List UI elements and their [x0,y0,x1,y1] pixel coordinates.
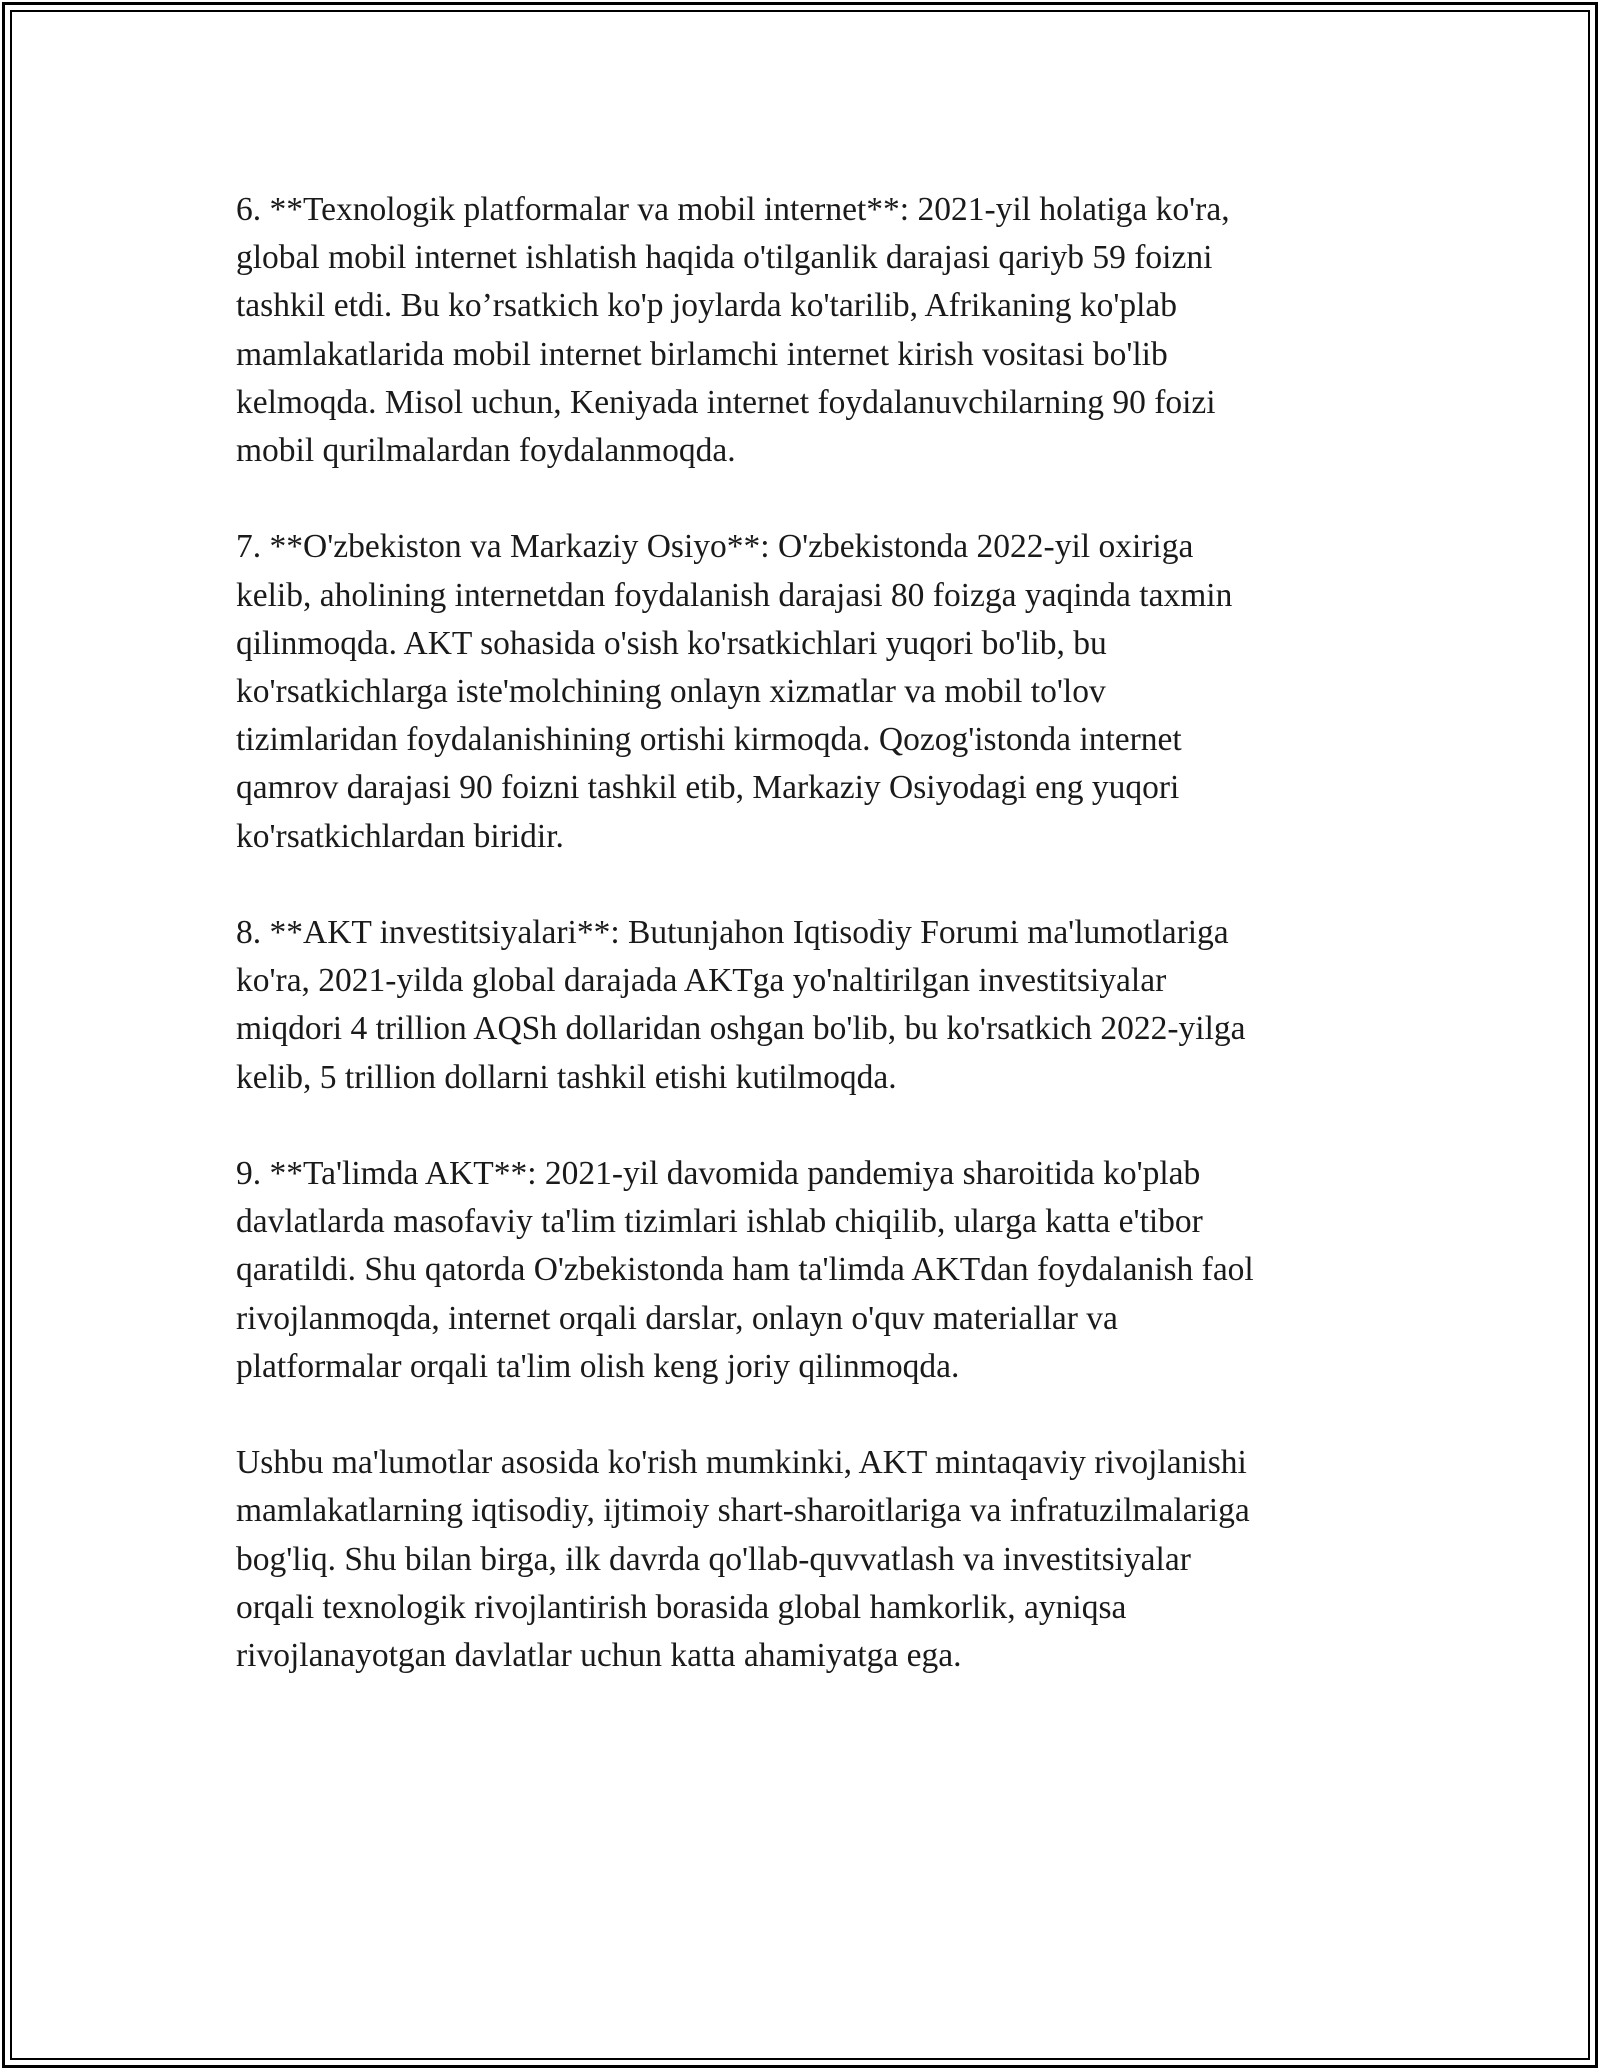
text-line: 7. **O'zbekiston va Markaziy Osiyo**: O'zbekistonda 2022-yil oxiriga [236,528,1194,566]
text-line: ko'rsatkichlarga iste'molchining onlayn xizmatlar va mobil to'lov [236,673,1106,711]
text-line: tizimlaridan foydalanishining ortishi kirmoqda. Qozog'istonda internet [236,721,1182,759]
paragraph-technology-platforms [236,186,1366,475]
text-line: ko'ra, 2021-yilda global darajada AKTga yo'naltirilgan investitsiyalar [236,962,1167,1000]
document-body [236,186,1366,1680]
text-line: mamlakatlarning iqtisodiy, ijtimoiy shart-sharoitlariga va infratuzilmalariga [236,1492,1250,1530]
text-line: rivojlanayotgan davlatlar uchun katta ahamiyatga ega. [236,1637,962,1675]
text-line: rivojlanmoqda, internet orqali darslar, onlayn o'quv materiallar va [236,1299,1118,1337]
text-line: 6. **Texnologik platformalar va mobil internet**: 2021-yil holatiga ko'ra, [236,191,1230,228]
text-line: 9. **Ta'limda AKT**: 2021-yil davomida pandemiya sharoitida ko'plab [236,1155,1201,1193]
text-line: davlatlarda masofaviy ta'lim tizimlari ishlab chiqilib, ularga katta e'tibor [236,1203,1203,1241]
text-line: tashkil etdi. Bu ko’rsatkich ko'p joylarda ko'tarilib, Afrikaning ko'plab [236,287,1178,325]
text-line: kelib, aholining internetdan foydalanish darajasi 80 foizga yaqinda taxmin [236,576,1233,614]
text-line: kelib, 5 trillion dollarni tashkil etishi kutilmoqda. [236,1058,897,1096]
text-line: ko'rsatkichlardan biridir. [236,817,564,855]
text-line: mamlakatlarida mobil internet birlamchi internet kirish vositasi bo'lib [236,335,1168,373]
paragraph-conclusion [236,1439,1366,1680]
text-line: kelmoqda. Misol uchun, Keniyada internet foydalanuvchilarning 90 foizi [236,383,1216,421]
text-line: 8. **AKT investitsiyalari**: Butunjahon Iqtisodiy Forumi ma'lumotlariga [236,914,1229,952]
paragraph-uzbekistan-central-asia [236,523,1366,860]
text-line: orqali texnologik rivojlantirish borasida global hamkorlik, ayniqsa [236,1588,1127,1626]
text-line: miqdori 4 trillion AQSh dollaridan oshgan bo'lib, bu ko'rsatkich 2022-yilga [236,1010,1246,1048]
text-line: mobil qurilmalardan foydalanmoqda. [236,432,736,470]
text-line: Ushbu ma'lumotlar asosida ko'rish mumkinki, AKT mintaqaviy rivojlanishi [236,1444,1247,1482]
text-line: platformalar orqali ta'lim olish keng joriy qilinmoqda. [236,1347,960,1385]
text-line: qaratildi. Shu qatorda O'zbekistonda ham ta'limda AKTdan foydalanish faol [236,1251,1254,1289]
paragraph-ict-in-education [236,1150,1366,1391]
text-line: global mobil internet ishlatish haqida o'tilganlik darajasi qariyb 59 foizni [236,239,1213,277]
text-line: qilinmoqda. AKT sohasida o'sish ko'rsatkichlari yuqori bo'lib, bu [236,624,1107,662]
text-line: bog'liq. Shu bilan birga, ilk davrda qo'llab-quvvatlash va investitsiyalar [236,1540,1191,1578]
paragraph-ict-investments [236,909,1366,1102]
text-line: qamrov darajasi 90 foizni tashkil etib, Markaziy Osiyodagi eng yuqori [236,769,1180,807]
